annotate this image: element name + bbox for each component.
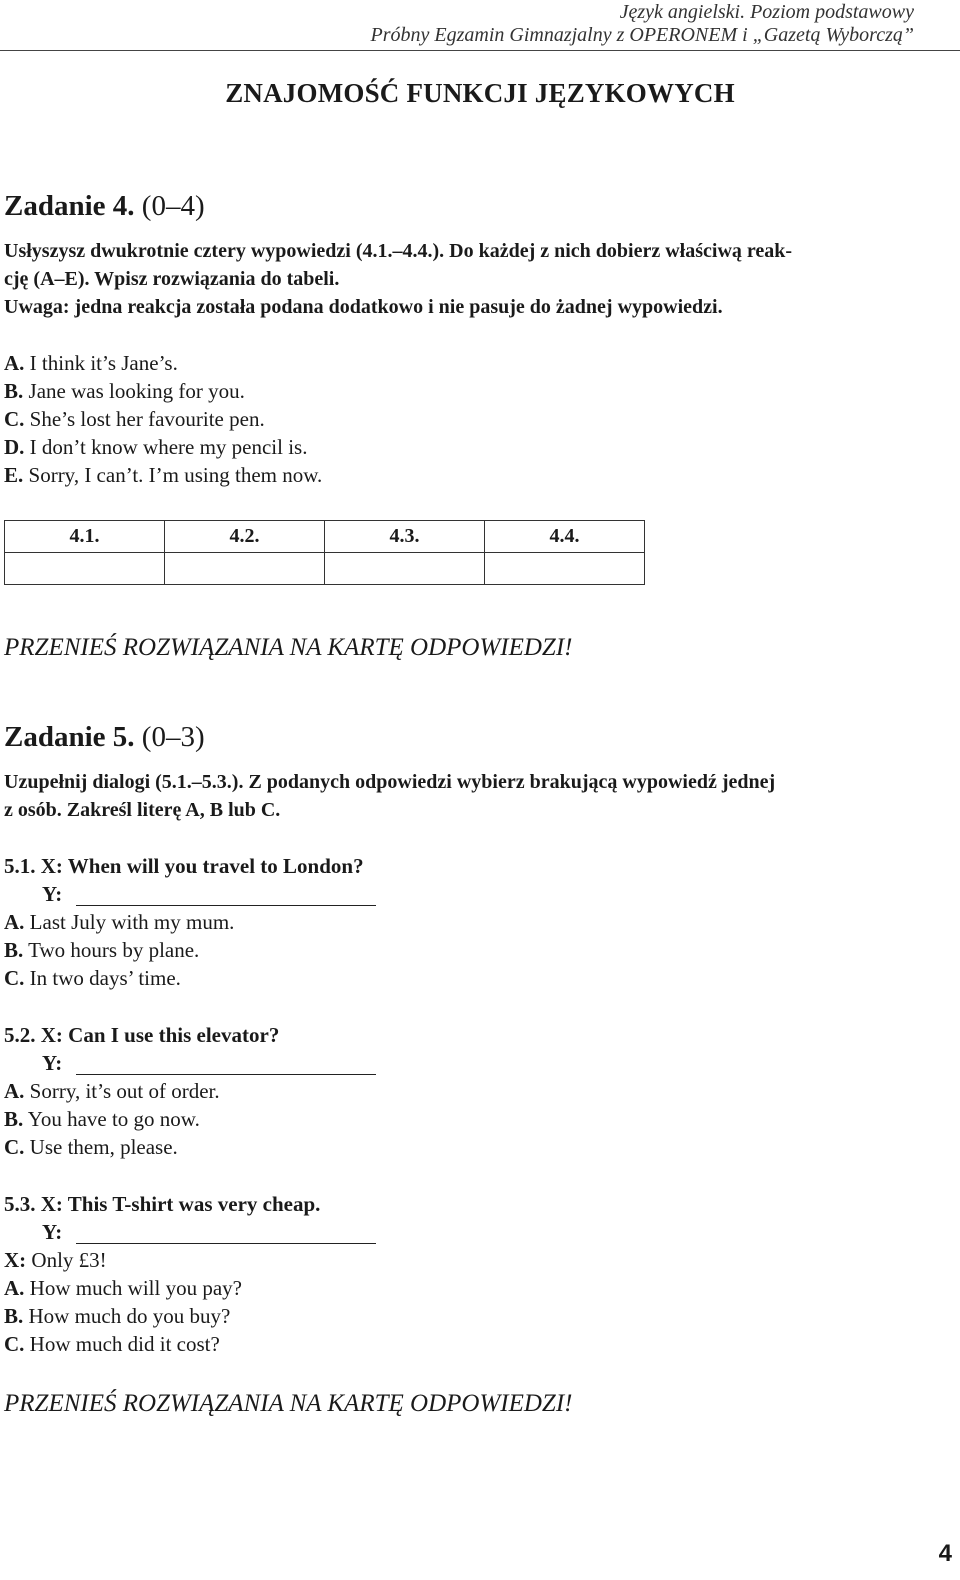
option-text: Jane was looking for you. <box>28 379 245 403</box>
task5-y-label-1: Y: <box>42 882 63 906</box>
task5-3-option-b[interactable] <box>4 1302 230 1330</box>
task5-1-option-b[interactable] <box>4 936 199 964</box>
task5-1-option-c[interactable] <box>4 964 181 992</box>
answer-cell-4-4[interactable] <box>485 553 645 585</box>
task5-points: (0–3) <box>141 721 205 753</box>
option-letter: D. <box>4 435 25 459</box>
task5-3-x-reply <box>4 1246 107 1274</box>
task5-2-option-b[interactable] <box>4 1105 200 1133</box>
task5-1-option-a[interactable] <box>4 908 234 936</box>
task4-answer-table <box>4 520 645 585</box>
answer-header-4-1: 4.1. <box>5 521 165 553</box>
option-letter: B. <box>4 1304 24 1328</box>
task5-transfer-note: PRZENIEŚ ROZWIĄZANIA NA KARTĘ ODPOWIEDZI! <box>4 1390 573 1417</box>
task4-option-a <box>4 349 178 377</box>
option-text: In two days’ time. <box>29 966 181 990</box>
task4-points: (0–4) <box>141 190 205 222</box>
task4-option-e <box>4 461 322 489</box>
answer-table-input-row <box>5 553 645 585</box>
option-letter: A. <box>4 1276 25 1300</box>
option-letter: C. <box>4 1135 25 1159</box>
answer-cell-4-3[interactable] <box>325 553 485 585</box>
option-text: Sorry, it’s out of order. <box>29 1079 220 1103</box>
option-text: Two hours by plane. <box>28 938 200 962</box>
answer-header-4-3: 4.3. <box>325 521 485 553</box>
header-subject: Język angielski. Poziom podstawowy <box>619 1 914 23</box>
task4-title: Zadanie 4. <box>4 190 135 222</box>
task5-answer-blank-3[interactable] <box>76 1243 376 1244</box>
option-letter: C. <box>4 966 25 990</box>
answer-table-header-row <box>5 521 645 553</box>
task5-instruction-2: z osób. Zakreśl literę A, B lub C. <box>4 799 281 821</box>
task5-heading <box>4 721 205 754</box>
task5-question-3: 5.3. X: This T-shirt was very cheap. <box>4 1192 321 1216</box>
option-letter: A. <box>4 351 25 375</box>
task4-option-d <box>4 433 307 461</box>
option-letter: B. <box>4 1107 24 1131</box>
task4-heading <box>4 190 205 223</box>
option-text: How much did it cost? <box>29 1332 220 1356</box>
task5-3-option-a[interactable] <box>4 1274 242 1302</box>
option-text: How much do you buy? <box>28 1304 231 1328</box>
option-text: Use them, please. <box>29 1135 178 1159</box>
task4-instruction-2: cję (A–E). Wpisz rozwiązania do tabeli. <box>4 268 340 290</box>
task5-answer-blank-2[interactable] <box>76 1074 376 1075</box>
option-letter: C. <box>4 407 25 431</box>
task4-option-b <box>4 377 245 405</box>
header-rule <box>0 50 960 51</box>
option-letter: C. <box>4 1332 25 1356</box>
option-letter: E. <box>4 463 24 487</box>
task5-3-option-c[interactable] <box>4 1330 220 1358</box>
task5-instruction-1: Uzupełnij dialogi (5.1.–5.3.). Z podanych odpowiedzi wybierz brakującą wypowiedź jednej <box>4 771 776 793</box>
task4-instruction-1: Usłyszysz dwukrotnie cztery wypowiedzi (4.1.–4.4.). Do każdej z nich dobierz właściwą reak- <box>4 240 793 262</box>
speaker-label: X: <box>4 1248 27 1272</box>
option-letter: B. <box>4 379 24 403</box>
task5-y-label-3: Y: <box>42 1220 63 1244</box>
task4-instruction-3: Uwaga: jedna reakcja została podana dodatkowo i nie pasuje do żadnej wypowiedzi. <box>4 296 723 318</box>
task5-2-option-c[interactable] <box>4 1133 178 1161</box>
option-letter: A. <box>4 1079 25 1103</box>
task5-question-1: 5.1. X: When will you travel to London? <box>4 854 364 878</box>
option-text: I don’t know where my pencil is. <box>29 435 308 459</box>
answer-header-4-2: 4.2. <box>165 521 325 553</box>
option-text: Last July with my mum. <box>29 910 235 934</box>
option-letter: B. <box>4 938 24 962</box>
section-title: ZNAJOMOŚĆ FUNKCJI JĘZYKOWYCH <box>225 78 735 108</box>
option-text: I think it’s Jane’s. <box>29 351 178 375</box>
answer-cell-4-1[interactable] <box>5 553 165 585</box>
reply-text: Only £3! <box>31 1248 107 1272</box>
option-text: She’s lost her favourite pen. <box>29 407 265 431</box>
option-text: Sorry, I can’t. I’m using them now. <box>28 463 323 487</box>
option-text: You have to go now. <box>27 1107 200 1131</box>
task5-y-label-2: Y: <box>42 1051 63 1075</box>
page-number: 4 <box>938 1540 952 1567</box>
task4-option-c <box>4 405 265 433</box>
task5-title: Zadanie 5. <box>4 721 135 753</box>
option-letter: A. <box>4 910 25 934</box>
task5-answer-blank-1[interactable] <box>76 905 376 906</box>
answer-cell-4-2[interactable] <box>165 553 325 585</box>
task4-transfer-note: PRZENIEŚ ROZWIĄZANIA NA KARTĘ ODPOWIEDZI! <box>4 634 573 661</box>
task5-2-option-a[interactable] <box>4 1077 220 1105</box>
option-text: How much will you pay? <box>29 1276 242 1300</box>
answer-header-4-4: 4.4. <box>485 521 645 553</box>
header-exam-name: Próbny Egzamin Gimnazjalny z OPERONEM i „Gazetą Wyborczą” <box>370 24 914 46</box>
task5-question-2: 5.2. X: Can I use this elevator? <box>4 1023 280 1047</box>
